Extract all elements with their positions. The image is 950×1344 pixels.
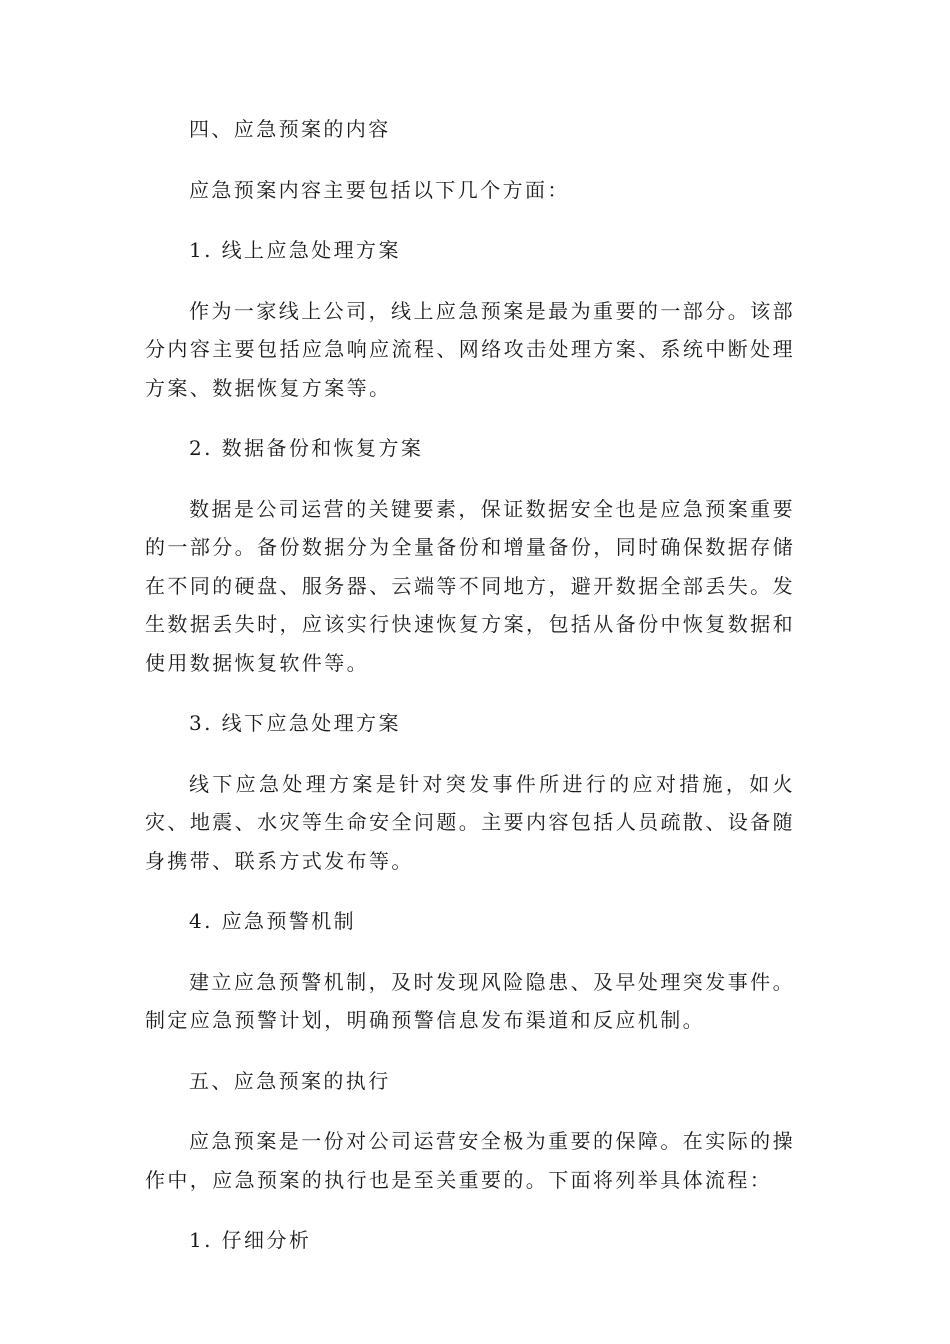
paragraph-offline-plan: 线下应急处理方案是针对突发事件所进行的应对措施，如火灾、地震、水灾等生命安全问题。主要内容包括人员疏散、设备随身携带、联系方式发布等。 [145, 771, 795, 873]
item-heading-online-plan: 1. 线上应急处理方案 [189, 238, 401, 262]
paragraph-backup-plan: 数据是公司运营的关键要素，保证数据安全也是应急预案重要的一部分。备份数据分为全量备份和增量备份，同时确保数据存储在不同的硬盘、服务器、云端等不同地方，避开数据全部丢失。发生数据丢失时，应该实行快速恢复方案，包括从备份中恢复数据和使用数据恢复软件等。 [145, 496, 795, 675]
paragraph-warning-mechanism: 建立应急预警机制，及时发现风险隐患、及早处理突发事件。制定应急预警计划，明确预警信息发布渠道和反应机制。 [145, 969, 795, 1032]
item-heading-backup-plan: 2. 数据备份和恢复方案 [189, 436, 424, 460]
document-body [145, 110, 795, 1282]
paragraph-online-plan: 作为一家线上公司，线上应急预案是最为重要的一部分。该部分内容主要包括应急响应流程、网络攻击处理方案、系统中断处理方案、数据恢复方案等。 [145, 298, 795, 400]
paragraph-execution: 应急预案是一份对公司运营安全极为重要的保障。在实际的操作中，应急预案的执行也是至关重要的。下面将列举具体流程： [145, 1129, 795, 1192]
section-heading-content: 四、应急预案的内容 [189, 117, 391, 141]
item-heading-offline-plan: 3. 线下应急处理方案 [189, 711, 401, 735]
paragraph-intro: 应急预案内容主要包括以下几个方面： [189, 177, 570, 202]
item-heading-careful-analysis: 1. 仔细分析 [189, 1228, 312, 1252]
item-heading-warning-mechanism: 4. 应急预警机制 [189, 909, 357, 933]
section-heading-execution: 五、应急预案的执行 [189, 1068, 391, 1093]
